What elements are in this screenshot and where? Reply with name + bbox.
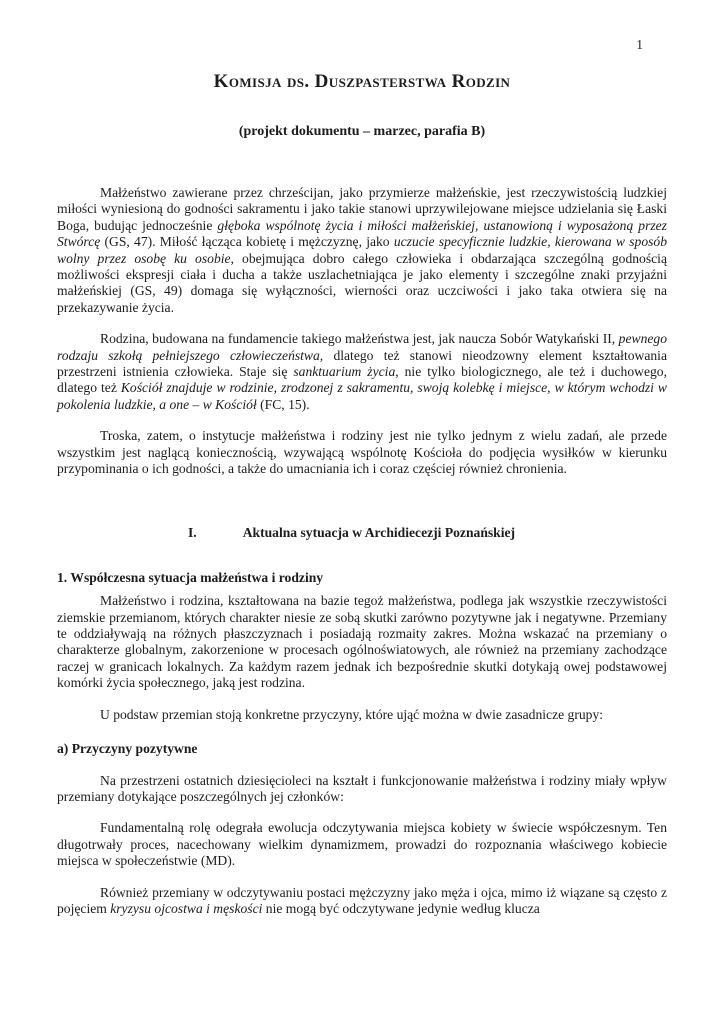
- paragraph-men-role: Również przemiany w odczytywaniu postaci mężczyzny jako męża i ojca, mimo iż wiązane są często z pojęciem kryzysu ojcostwa i męskości nie mogą być odczytywane jedynie według klucza: [57, 884, 667, 916]
- section-heading: [57, 525, 667, 541]
- section-number: I.: [188, 525, 197, 541]
- paragraph-two-groups: U podstaw przemian stoją konkretne przyczyny, które ująć można w dwie zasadnicze grupy:: [100, 706, 604, 722]
- document-title: Komisja ds. Duszpasterstwa Rodzin: [213, 71, 511, 92]
- paragraph-women-role: Fundamentalną rolę odegrała ewolucja odczytywania miejsca kobiety w świecie współczesnym. Ten długotrwały proces, nacechowany wielkim dynamizmem, prowadzi do rozpoznania właściwego kobiecie miejsca w społeczeństwie (MD).: [57, 820, 667, 869]
- page-content: [57, 0, 667, 932]
- document-subtitle: (projekt dokumentu – marzec, parafia B): [238, 123, 486, 139]
- subsection-heading-a: a) Przyczyny pozytywne: [57, 741, 198, 757]
- paragraph-decades-changes: Na przestrzeni ostatnich dziesięcioleci na kształt i funkcjonowanie małżeństwa i rodziny miały wpływ przemiany dotykające poszczególnych jej członków:: [57, 772, 667, 804]
- page-number: 1: [636, 37, 643, 52]
- paragraph-care-institutions: Troska, zatem, o instytucje małżeństwa i rodziny jest nie tylko jednym z wielu zadań, ale przede wszystkim jest naglącą koniecznością, wzywającą wspólnotę Kościoła do podjęcia wysiłków w kierunku przypominania o ich godności, a także do umacniania ich i coraz częściej również chronienia.: [57, 428, 667, 477]
- document-body: [57, 185, 667, 917]
- paragraph-marriage-covenant: Małżeństwo zawierane przez chrześcijan, jako przymierze małżeńskie, jest rzeczywistością ludzkiej miłości wyniesioną do godności sakramentu i jako takie stanowi uprzywilejowane miejsce udzielania się Łaski Boga, budując jednocześnie głęboka wspólnotę życia i miłości małżeńskiej, ustanowioną i wyposażoną przez Stwórcę (GS, 47). Miłość łącząca kobietę i mężczyznę, jako uczucie specyficznie ludzkie, kierowana w sposób wolny przez osobę ku osobie, obejmująca dobro całego człowieka i obdarzająca szczególną godnością możliwości ekspresji ciała i ducha a także uszlachetniająca je jako elementy i szczególne znaki przyjaźni małżeńskiej (GS, 49) domaga się wyłączności, wierności oraz uczciwości i jako taka otwiera się na przekazywanie życia.: [57, 184, 667, 315]
- paragraph-transformations: Małżeństwo i rodzina, kształtowana na bazie tegoż małżeństwa, podlega jak wszystkie rzeczywistości ziemskie przemianom, których charakter niesie ze sobą skutki zarówno pozytywne jak i negatywne. Przemiany te oddziaływają na różnych płaszczyznach i posiadają rozmaity zakres. Można wskazać na przemiany o charakterze globalnym, zakorzenione w procesach ogólnoświatowych, ale również na przemiany zachodzące raczej w granicach lokalnych. Za każdym razem jednak ich bezpośrednie skutki dotykają owej podstawowej komórki życia społecznego, jaką jest rodzina.: [57, 593, 667, 691]
- paragraph-family-foundation: Rodzina, budowana na fundamencie takiego małżeństwa jest, jak naucza Sobór Watykański II, pewnego rodzaju szkołą pełniejszego człowieczeństwa, dlatego też stanowi nieodzowny element kształtowania przestrzeni istnienia człowieka. Staje się sanktuarium życia, nie tylko biologicznego, ale też i duchowego, dlatego też Kościół znajduje w rodzinie, zrodzonej z sakramentu, swoją kolebkę i miejsce, w którym wchodzi w pokolenia ludzkie, a one – w Kościół (FC, 15).: [57, 331, 668, 412]
- section-title: Aktualna sytuacja w Archidiecezji Poznańskiej: [242, 525, 516, 541]
- subsection-heading-1: 1. Współczesna sytuacja małżeństwa i rodziny: [57, 569, 324, 585]
